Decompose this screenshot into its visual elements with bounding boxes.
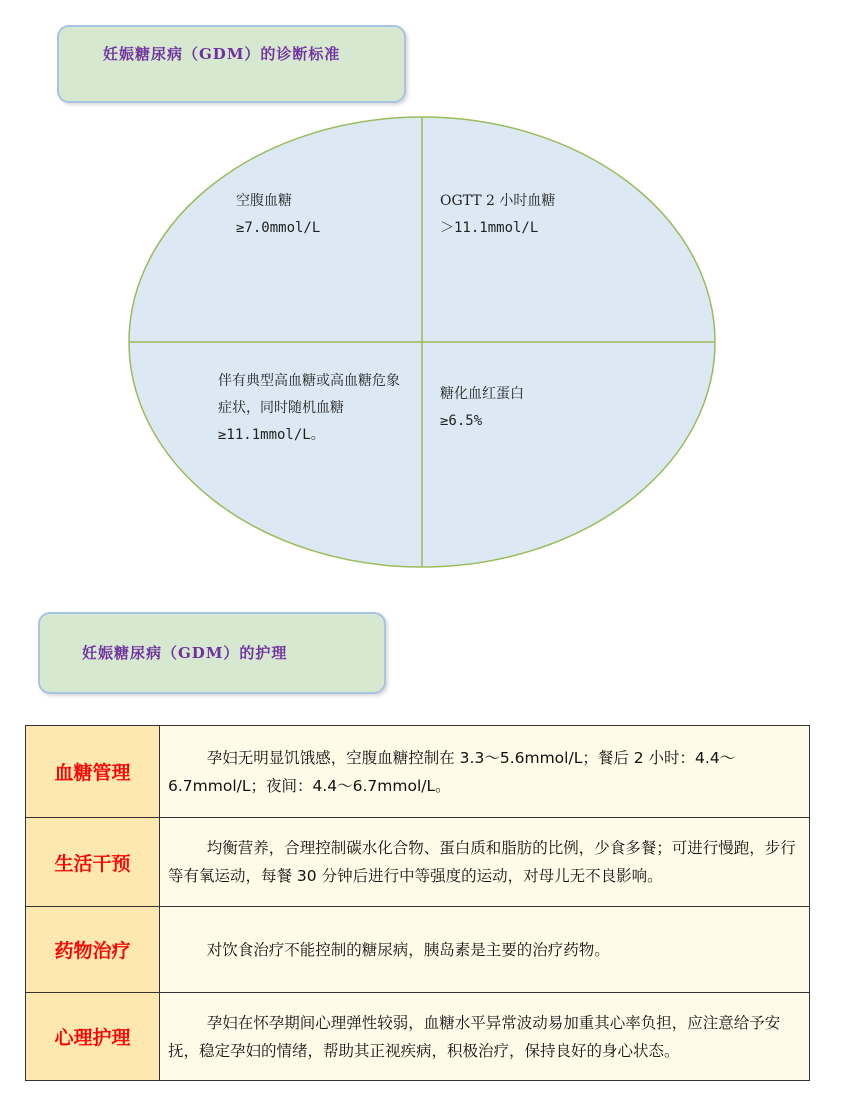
diagnosis-title-box [57,25,406,103]
diagnosis-title: 妊娠糖尿病（GDM）的诊断标准 [103,45,341,63]
random-glucose-criterion [218,368,408,449]
care-text-glucose: 孕妇无明显饥饿感，空腹血糖控制在 3.3～5.6mmol/L；餐后 2 小时：4.4～6.7mmol/L；夜间：4.4～6.7mmol/L。 [160,726,810,818]
random-glucose-value: ≥11.1mmol/L。 [218,427,325,443]
fasting-glucose-criterion [236,188,320,242]
hba1c-value: ≥6.5% [440,413,483,429]
fasting-glucose-value: ≥7.0mmol/L [236,220,321,236]
hba1c-label: 糖化血红蛋白 [440,386,524,402]
table-row [26,818,810,907]
ogtt-value: ＞11.1mmol/L [440,220,539,236]
care-title-box [38,612,386,694]
ogtt-criterion [440,188,555,242]
care-text-lifestyle: 均衡营养，合理控制碳水化合物、蛋白质和脂肪的比例，少食多餐；可进行慢跑，步行等有氧运动，每餐 30 分钟后进行中等强度的运动，对母儿无不良影响。 [160,818,810,907]
diagnosis-ellipse [126,114,718,570]
hba1c-criterion [440,381,524,435]
table-row [26,907,810,993]
care-text-medication: 对饮食治疗不能控制的糖尿病，胰岛素是主要的治疗药物。 [160,907,810,993]
table-row [26,726,810,818]
care-table [25,725,810,1081]
care-label-psychological: 心理护理 [26,993,160,1081]
care-label-glucose: 血糖管理 [26,726,160,818]
care-label-lifestyle: 生活干预 [26,818,160,907]
care-text-psychological: 孕妇在怀孕期间心理弹性较弱，血糖水平异常波动易加重其心率负担，应注意给予安抚，稳定孕妇的情绪，帮助其正视疾病，积极治疗，保持良好的身心状态。 [160,993,810,1081]
table-row [26,993,810,1081]
random-glucose-label: 伴有典型高血糖或高血糖危象症状，同时随机血糖 [218,373,400,416]
care-title: 妊娠糖尿病（GDM）的护理 [82,644,288,662]
care-label-medication: 药物治疗 [26,907,160,993]
ogtt-label: OGTT 2 小时血糖 [440,193,556,209]
fasting-glucose-label: 空腹血糖 [236,193,292,209]
ellipse-shape [126,114,718,570]
